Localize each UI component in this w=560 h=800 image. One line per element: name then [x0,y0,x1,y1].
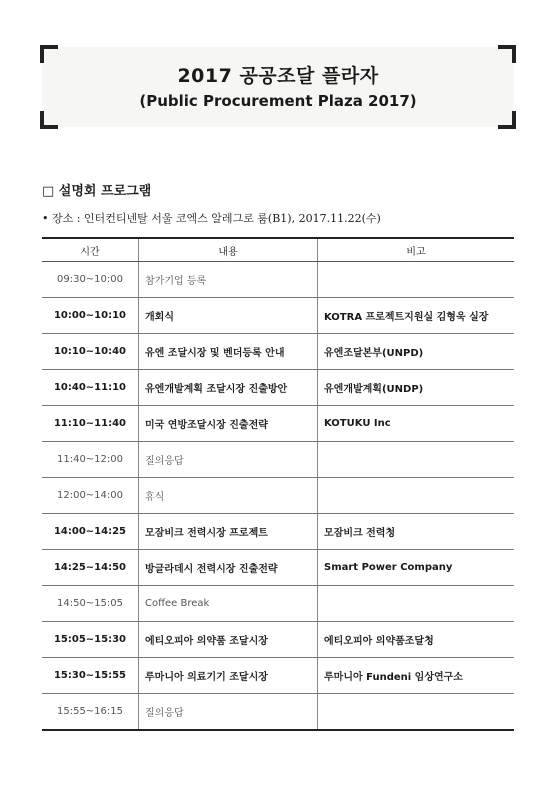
cell-note: KOTRA 프로젝트지원실 김형욱 실장 [318,298,515,334]
cell-content: 휴식 [139,478,318,514]
venue-line: • 장소 : 인터컨티넨탈 서울 코엑스 알레그로 룸(B1), 2017.11.22(수) [42,212,381,225]
cell-time: 15:05~15:30 [42,622,139,658]
cell-time: 11:10~11:40 [42,406,139,442]
cell-time: 14:25~14:50 [42,550,139,586]
cell-note [318,694,515,731]
schedule-table [42,237,514,731]
cell-time: 10:00~10:10 [42,298,139,334]
cell-content: 유엔 조달시장 및 벤더등록 안내 [139,334,318,370]
cell-time: 14:50~15:05 [42,586,139,622]
cell-note: 에티오피아 의약품조달청 [318,622,515,658]
corner-mark [40,45,58,63]
cell-content: 개회식 [139,298,318,334]
corner-mark [498,45,516,63]
cell-note: 모잠비크 전력청 [318,514,515,550]
table-row [42,622,514,658]
cell-content: 모잠비크 전력시장 프로젝트 [139,514,318,550]
table-row [42,658,514,694]
corner-mark [40,111,58,129]
table-row [42,478,514,514]
table-row [42,334,514,370]
cell-content: 참가기업 등록 [139,262,318,298]
table-row [42,406,514,442]
cell-content: 유엔개발계획 조달시장 진출방안 [139,370,318,406]
cell-note [318,442,515,478]
cell-content: 방글라데시 전력시장 진출전략 [139,550,318,586]
table-header-row [42,238,514,262]
cell-content: 루마니아 의료기기 조달시장 [139,658,318,694]
cell-time: 10:10~10:40 [42,334,139,370]
cell-note: KOTUKU Inc [318,406,515,442]
section-heading: □ 설명회 프로그램 [42,184,152,199]
cell-note: 유엔조달본부(UNPD) [318,334,515,370]
cell-note [318,478,515,514]
cell-content: 질의응답 [139,442,318,478]
table-row [42,694,514,731]
page-subtitle: (Public Procurement Plaza 2017) [139,92,417,110]
cell-time: 10:40~11:10 [42,370,139,406]
cell-time: 15:55~16:15 [42,694,139,731]
corner-mark [498,111,516,129]
cell-content: 질의응답 [139,694,318,731]
cell-note: Smart Power Company [318,550,515,586]
cell-time: 14:00~14:25 [42,514,139,550]
cell-time: 15:30~15:55 [42,658,139,694]
title-box [42,47,514,127]
table-row [42,262,514,298]
cell-time: 11:40~12:00 [42,442,139,478]
cell-content: 에티오피아 의약품 조달시장 [139,622,318,658]
header-time: 시간 [42,238,139,262]
cell-time: 12:00~14:00 [42,478,139,514]
schedule-body [42,262,514,731]
table-row [42,514,514,550]
table-row [42,370,514,406]
page-title: 2017 공공조달 플라자 [177,65,379,87]
table-row [42,442,514,478]
header-content: 내용 [139,238,318,262]
table-row [42,586,514,622]
cell-note: 루마니아 Fundeni 임상연구소 [318,658,515,694]
table-row [42,298,514,334]
table-row [42,550,514,586]
cell-time: 09:30~10:00 [42,262,139,298]
cell-note: 유엔개발계획(UNDP) [318,370,515,406]
header-note: 비고 [318,238,515,262]
cell-content: Coffee Break [139,586,318,622]
cell-note [318,586,515,622]
cell-content: 미국 연방조달시장 진출전략 [139,406,318,442]
cell-note [318,262,515,298]
